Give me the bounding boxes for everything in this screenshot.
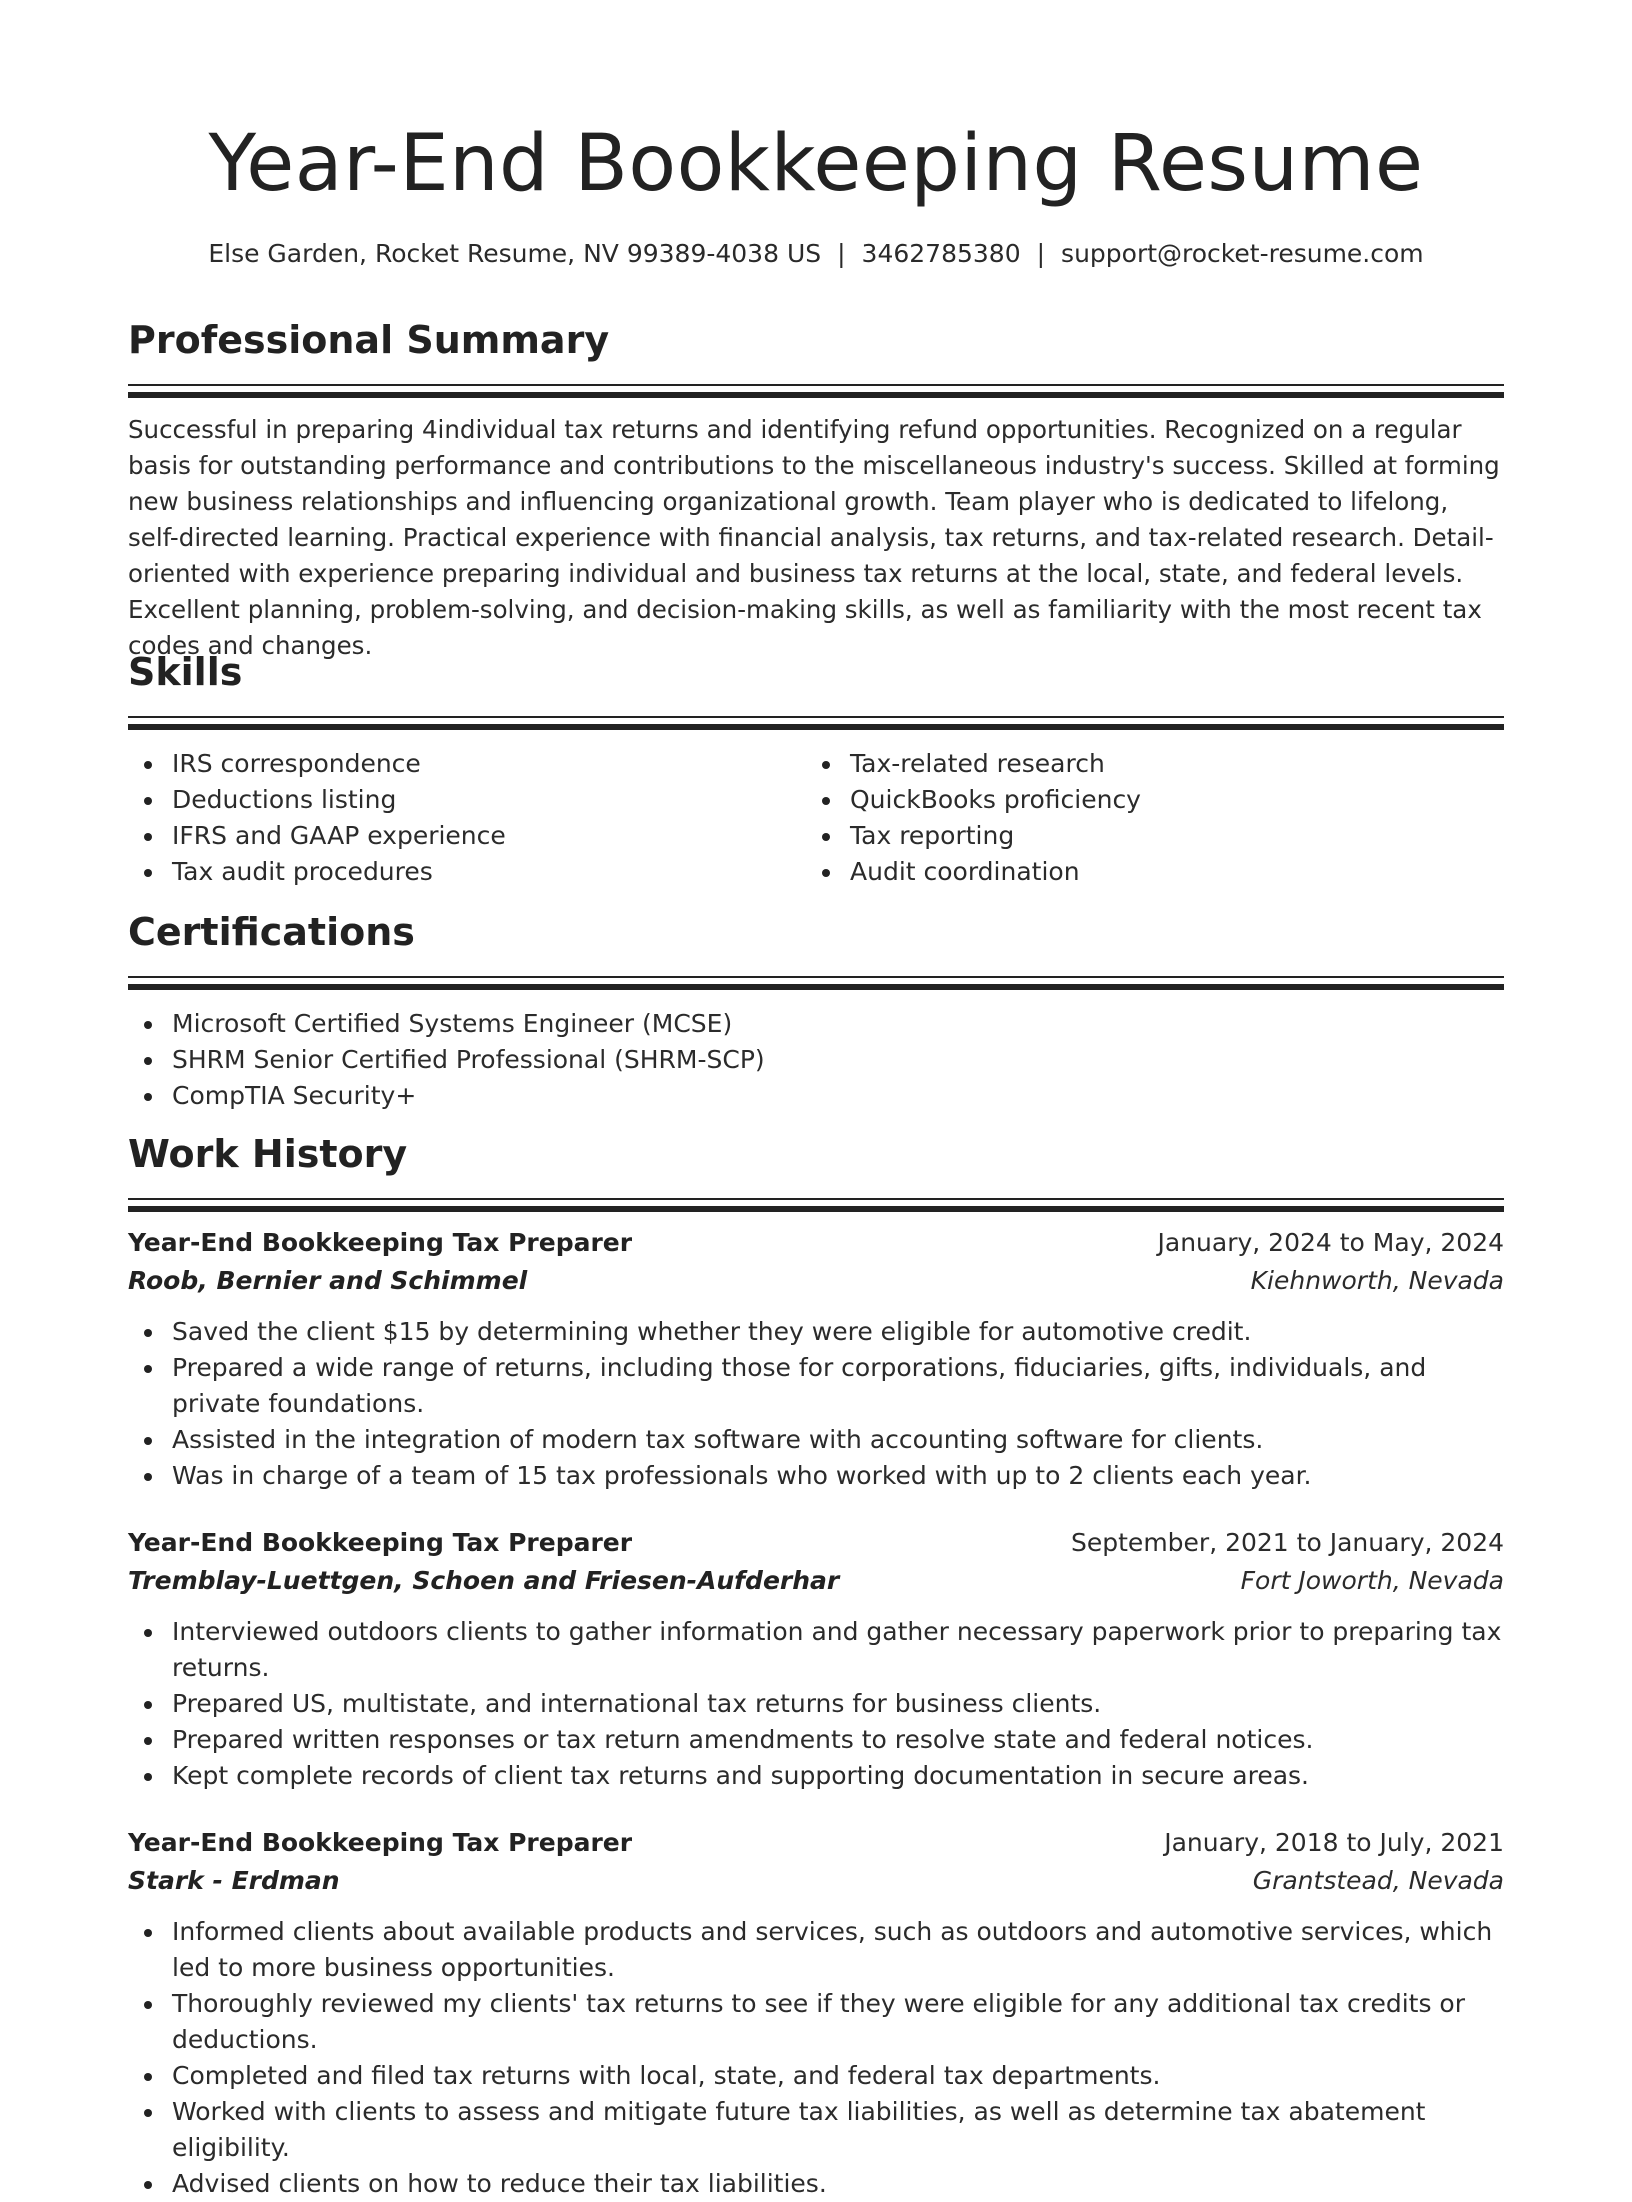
job-header [128,1824,1504,1862]
job-header [128,1524,1504,1562]
resume-title: Year-End Bookkeeping Resume [208,119,1424,209]
section-divider [128,976,1504,978]
summary-section [128,318,1504,664]
skills-columns [128,746,1504,890]
work-history-section [128,1132,1504,2202]
job-location: Kiehnworth, Nevada [1250,1265,1504,1295]
job-duty: Thoroughly reviewed my clients' tax returns to see if they were eligible for any additional tax credits or deductions. [128,1986,1504,2058]
work-history-heading: Work History [128,1132,408,1176]
job-subheader [128,1262,1504,1300]
job-duty: Saved the client $15 by determining whether they were eligible for automotive credit. [128,1314,1504,1350]
job-title: Year-End Bookkeeping Tax Preparer [128,1227,633,1257]
job-duty: Interviewed outdoors clients to gather information and gather necessary paperwork prior to preparing tax returns. [128,1614,1504,1686]
job-title: Year-End Bookkeeping Tax Preparer [128,1527,633,1557]
skill-item: Deductions listing [128,782,806,818]
job-dates: January, 2024 to May, 2024 [1157,1227,1504,1257]
job-entry [128,1824,1504,2202]
job-duty: Kept complete records of client tax returns and supporting documentation in secure areas. [128,1758,1504,1794]
certifications-heading: Certifications [128,910,415,954]
job-entry [128,1224,1504,1494]
job-duty: Prepared written responses or tax return amendments to resolve state and federal notices. [128,1722,1504,1758]
skill-item: QuickBooks proficiency [806,782,1484,818]
skill-item: Tax-related research [806,746,1484,782]
job-subheader [128,1862,1504,1900]
contact-separator: | [837,239,846,268]
job-duty: Advised clients on how to reduce their tax liabilities. [128,2166,1504,2202]
job-duty: Informed clients about available products and services, such as outdoors and automotive services, which led to more business opportunities. [128,1914,1504,1986]
section-divider [128,724,1504,730]
section-divider [128,1198,1504,1200]
job-company: Stark - Erdman [128,1865,340,1895]
job-duties [128,1314,1504,1494]
contact-email[interactable]: support@rocket-resume.com [1061,239,1424,268]
contact-line [128,238,1504,271]
summary-text: Successful in preparing 4individual tax returns and identifying refund opportunities. Recognized on a regular basis for outstanding performance and contributions to the miscellaneous industry's success. Skilled at forming new business relationships and influencing organizational growth. Team player who is dedicated to lifelong, self-directed learning. Practical experience with financial analysis, tax returns, and tax-related research. Detail-oriented with experience preparing individual and business tax returns at the local, state, and federal levels. Excellent planning, problem-solving, and decision-making skills, as well as familiarity with the most recent tax codes and changes. [128,414,1500,660]
job-subheader [128,1562,1504,1600]
job-duty: Completed and filed tax returns with local, state, and federal tax departments. [128,2058,1504,2094]
skill-item: Audit coordination [806,854,1484,890]
skill-item: Tax audit procedures [128,854,806,890]
skills-list-right [806,746,1484,890]
contact-address: Else Garden, Rocket Resume, NV 99389-4038 US [208,239,822,268]
section-divider [128,984,1504,990]
job-duties [128,1614,1504,1794]
section-divider [128,384,1504,386]
certification-item: CompTIA Security+ [128,1078,1504,1114]
section-divider [128,392,1504,398]
skills-heading: Skills [128,650,243,694]
job-company: Roob, Bernier and Schimmel [128,1265,528,1295]
certification-item: Microsoft Certified Systems Engineer (MCSE) [128,1006,1504,1042]
contact-phone: 3462785380 [861,239,1021,268]
certifications-section [128,910,1504,1114]
summary-heading: Professional Summary [128,318,610,362]
skill-item: IFRS and GAAP experience [128,818,806,854]
job-location: Grantstead, Nevada [1252,1865,1504,1895]
job-duty: Prepared US, multistate, and international tax returns for business clients. [128,1686,1504,1722]
job-duty: Assisted in the integration of modern tax software with accounting software for clients. [128,1422,1504,1458]
job-title: Year-End Bookkeeping Tax Preparer [128,1827,633,1857]
certifications-list [128,1006,1504,1114]
job-duty: Prepared a wide range of returns, including those for corporations, fiduciaries, gifts, individuals, and private foundations. [128,1350,1504,1422]
job-entry [128,1524,1504,1794]
contact-separator: | [1036,239,1046,268]
skills-section [128,650,1504,890]
job-dates: January, 2018 to July, 2021 [1164,1827,1504,1857]
job-duty: Worked with clients to assess and mitigate future tax liabilities, as well as determine tax abatement eligibility. [128,2094,1504,2166]
job-company: Tremblay-Luettgen, Schoen and Friesen-Aufderhar [128,1565,840,1595]
skill-item: Tax reporting [806,818,1484,854]
job-duty: Was in charge of a team of 15 tax professionals who worked with up to 2 clients each year. [128,1458,1504,1494]
skills-list-left [128,746,806,890]
job-header [128,1224,1504,1262]
job-location: Fort Joworth, Nevada [1240,1565,1504,1595]
section-divider [128,1206,1504,1212]
certification-item: SHRM Senior Certified Professional (SHRM-SCP) [128,1042,1504,1078]
job-duties [128,1914,1504,2202]
section-divider [128,716,1504,718]
skill-item: IRS correspondence [128,746,806,782]
job-dates: September, 2021 to January, 2024 [1071,1527,1504,1557]
